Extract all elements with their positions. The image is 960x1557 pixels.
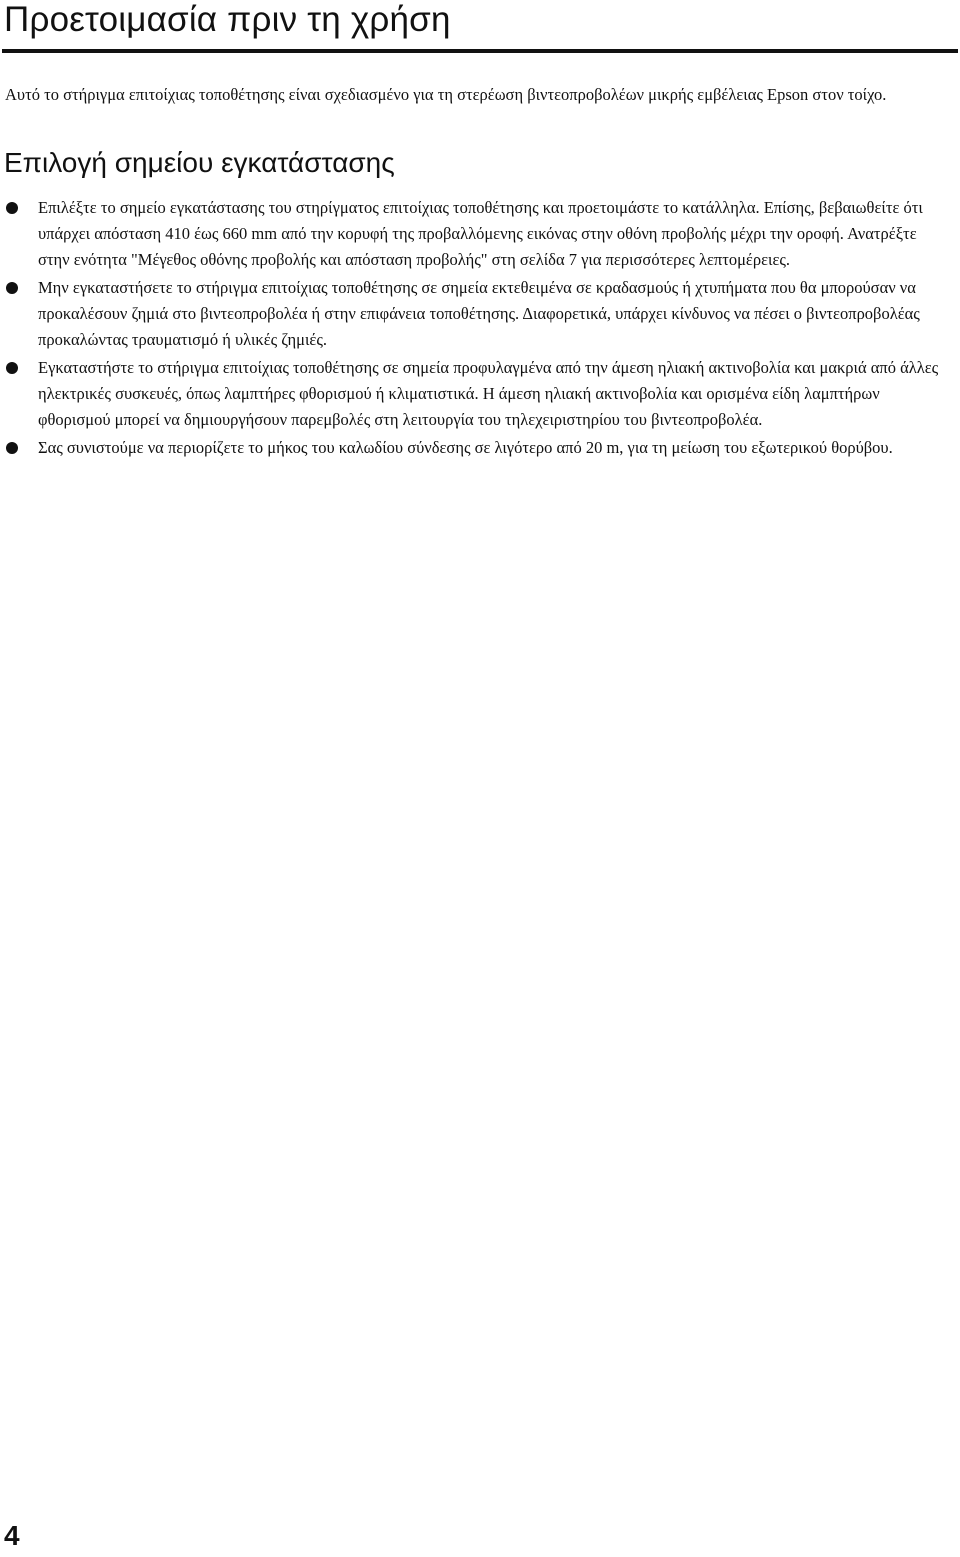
list-item (0, 435, 960, 461)
bullet-icon (6, 202, 18, 214)
bullet-icon (6, 362, 18, 374)
list-item-text: Μην εγκαταστήσετε το στήριγμα επιτοίχιας τοποθέτησης σε σημεία εκτεθειμένα σε κραδασμούς ή χτυπήματα που θα μπορούσαν να προκαλέσουν ζημιά στο βιντεοπροβολέα ή στην επιφάνεια τοποθέτησης. Διαφορετικά, υπάρχει κίνδυνος να πέσει ο βιντεοπροβολέας προκαλώντας τραυματισμό ή υλικές ζημιές. (38, 278, 920, 349)
list-item (0, 355, 960, 433)
list-item (0, 195, 960, 273)
page-title: Προετοιμασία πριν τη χρήση (4, 0, 451, 39)
list-item-text: Σας συνιστούμε να περιορίζετε το μήκος του καλωδίου σύνδεσης σε λιγότερο από 20 m, για τη μείωση του εξωτερικού θορύβου. (38, 438, 893, 457)
list-item-text: Επιλέξτε το σημείο εγκατάστασης του στηρίγματος επιτοίχιας τοποθέτησης και προετοιμάστε το κατάλληλα. Επίσης, βεβαιωθείτε ότι υπάρχει απόσταση 410 έως 660 mm από την κορυφή της προβαλλόμενης εικόνας στην οθόνη προβολής μέχρι την οροφή. Ανατρέξτε στην ενότητα "Μέγεθος οθόνης προβολής και απόσταση προβολής" στη σελίδα 7 για περισσότερες λεπτομέρειες. (38, 198, 923, 269)
installation-bullet-list (0, 195, 960, 463)
list-item-text: Εγκαταστήστε το στήριγμα επιτοίχιας τοποθέτησης σε σημεία προφυλαγμένα από την άμεση ηλιακή ακτινοβολία και μακριά από άλλες ηλεκτρικές συσκευές, όπως λαμπτήρες φθορισμού ή κλιματιστικά. Η άμεση ηλιακή ακτινοβολία και ορισμένα είδη λαμπτήρων φθορισμού μπορεί να δημιουργήσουν παρεμβολές στη λειτουργία του τηλεχειριστηρίου του βιντεοπροβολέα. (38, 358, 939, 429)
bullet-icon (6, 282, 18, 294)
list-item (0, 275, 960, 353)
title-divider (2, 49, 958, 53)
page-number: 4 (4, 1520, 20, 1551)
bullet-icon (6, 442, 18, 454)
intro-paragraph: Αυτό το στήριγμα επιτοίχιας τοποθέτησης είναι σχεδιασμένο για τη στερέωση βιντεοπροβολέων μικρής εμβέλειας Epson στον τοίχο. (5, 85, 887, 104)
section-heading: Επιλογή σημείου εγκατάστασης (4, 147, 395, 178)
